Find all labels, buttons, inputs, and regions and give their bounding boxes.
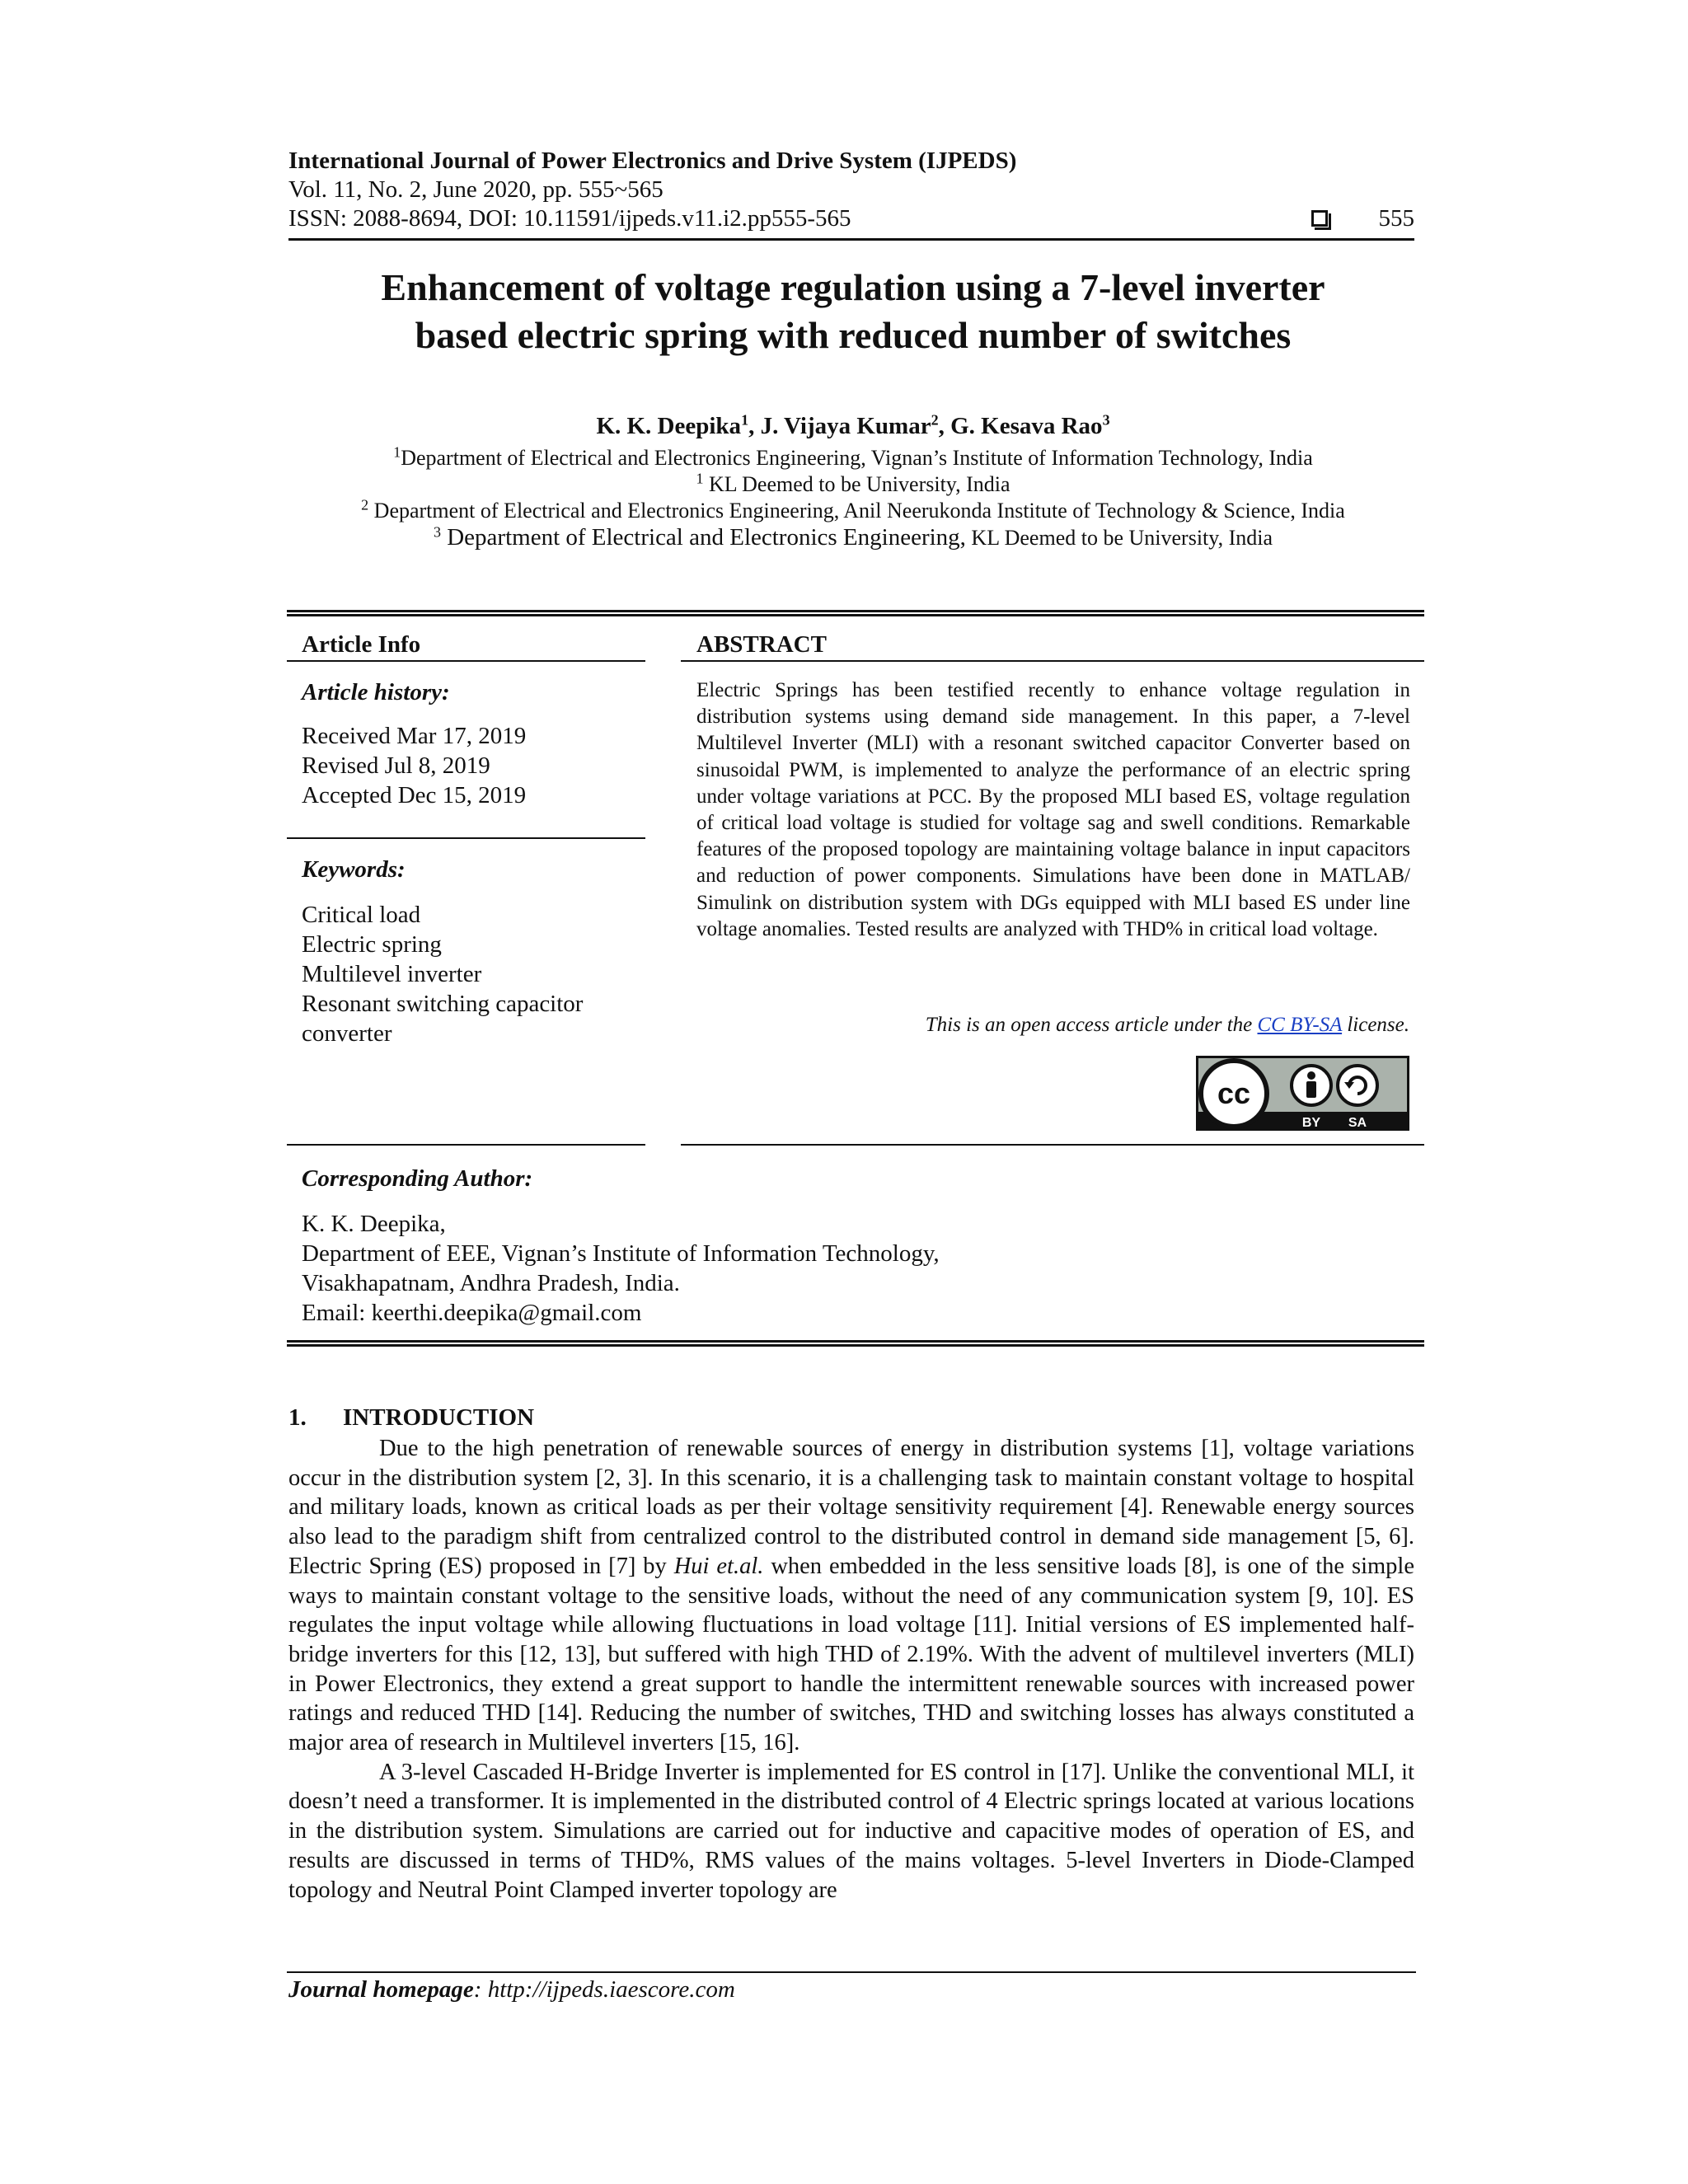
abstract-heading: ABSTRACT — [696, 631, 827, 658]
page-number: 555 — [1378, 205, 1414, 232]
cc-icon — [1201, 1061, 1267, 1127]
divider — [681, 1144, 1424, 1146]
corresponding-email: Email: keerthi.deepika@gmail.com — [302, 1300, 642, 1326]
introduction-body — [288, 1434, 1414, 1905]
paper-title — [272, 264, 1434, 359]
title-line-1: Enhancement of voltage regulation using a 7-level inverter — [381, 266, 1325, 308]
author-name: J. Vijaya Kumar — [760, 413, 931, 439]
divider — [287, 837, 645, 839]
divider — [287, 1144, 645, 1146]
affiliation: $^1$Department of Electrical and Electronics Engineering, Vignan’s Institute of Information Technology, India — [393, 443, 1313, 470]
corresponding-heading: Corresponding Author: — [302, 1165, 533, 1192]
by-icon — [1292, 1066, 1331, 1105]
footer-rule — [287, 1971, 1416, 1973]
by-label: BY — [1301, 1116, 1321, 1130]
section-heading: 1. INTRODUCTION — [288, 1404, 535, 1431]
journal-volume: Vol. 11, No. 2, June 2020, pp. 555~565 — [288, 176, 663, 203]
author-name: K. K. Deepika — [596, 413, 742, 439]
keyword: Resonant switching capacitor — [302, 991, 584, 1017]
keyword: Multilevel inverter — [302, 961, 482, 987]
header-rule — [288, 238, 1414, 241]
cc-by-sa-badge[interactable] — [1196, 1056, 1409, 1131]
license-link[interactable]: CC BY-SA — [1257, 1014, 1343, 1036]
sa-label: SA — [1348, 1116, 1367, 1130]
author-list: K. K. Deepika$^1$, J. Vijaya Kumar$^2$, G. Kesava Rao$^3$ — [596, 411, 1110, 439]
keywords-list — [302, 900, 583, 1048]
paragraph: Due to the high penetration of renewable sources of energy in distribution systems [1], voltage variations occur in the distribution system [2, 3]. In this scenario, it is a challenging task to maintain constant voltage to hospital and military loads, known as critical loads as per their voltage sensitivity requirement [4]. Renewable energy sources also lead to the paradigm shift from centralized control to the distributed control in demand side management [5, 6]. Electric Spring (ES) proposed in [7] by Hui et.al. when embedded in the less sensitive loads [8], is one of the simple ways to maintain constant voltage to the sensitive loads, without the need of any communication system [9, 10]. ES regulates the input voltage while allowing fluctuations in load voltage [11]. Initial versions of ES implemented half-bridge inverters for this [12, 13], but suffered with high THD of 2.19%. With the advent of multilevel inverters (MLI) in Power Electronics, they extend a great support to handle the intermittent renewable sources with increased power ratings and reduced THD [14]. Reducing the number of switches, THD and switching losses has always constituted a major area of research in Multilevel inverters [15, 16]. — [288, 1436, 1414, 1756]
divider — [287, 660, 645, 662]
info-box-bottom-rule — [287, 1340, 1424, 1347]
keyword: Critical load — [302, 902, 421, 928]
received-date: Received Mar 17, 2019 — [302, 723, 527, 749]
revised-date: Revised Jul 8, 2019 — [302, 752, 490, 779]
page-number-block — [1311, 204, 1415, 232]
corresponding-dept: Department of EEE, Vignan’s Institute of Information Technology, — [302, 1240, 940, 1267]
keyword: Electric spring — [302, 931, 442, 958]
journal-homepage: Journal homepage: http://ijpeds.iaescore.com — [288, 1976, 735, 2003]
affiliation: $^3$ Department of Electrical and Electronics Engineering, KL Deemed to be University, India — [433, 523, 1273, 551]
accepted-date: Accepted Dec 15, 2019 — [302, 782, 527, 808]
paragraph: A 3-level Cascaded H-Bridge Inverter is implemented for ES control in [17]. Unlike the conventional MLI, it doesn’t need a transformer. It is implemented in the distributed control of 4 Electric springs located at various locations in the distribution system. Simulations are carried out for inductive and capacitive modes of operation of ES, and results are discussed in terms of THD%, RMS values of the mains voltages. 5-level Inverters in Diode-Clamped topology and Neutral Point Clamped inverter topology are — [288, 1759, 1414, 1903]
svg-text:cc: cc — [1217, 1076, 1251, 1110]
keywords-heading: Keywords: — [302, 856, 406, 883]
sa-icon — [1338, 1066, 1377, 1105]
journal-issn: ISSN: 2088-8694, DOI: 10.11591/ijpeds.v11.i2.pp555-565 — [288, 205, 851, 232]
box-icon — [1311, 210, 1328, 227]
corresponding-name: K. K. Deepika, — [302, 1211, 446, 1237]
article-info-heading: Article Info — [302, 631, 421, 658]
article-history-heading: Article history: — [302, 679, 450, 705]
info-box-top-rule — [287, 610, 1424, 616]
keyword: converter — [302, 1020, 392, 1047]
affiliation: $^1$ KL Deemed to be University, India — [696, 470, 1010, 496]
author-name: G. Kesava Rao — [950, 413, 1103, 439]
journal-name: International Journal of Power Electronics and Drive System (IJPEDS) — [288, 148, 1017, 174]
divider — [681, 660, 1424, 662]
corresponding-details — [302, 1209, 940, 1328]
corresponding-city: Visakhapatnam, Andhra Pradesh, India. — [302, 1270, 680, 1296]
abstract-text: Electric Springs has been testified recently to enhance voltage regulation in distribution systems using demand side management. In this paper, a 7-level Multilevel Inverter (MLI) with a resonant switched capacitor Converter based on sinusoidal PWM, is implemented to analyze the performance of an electric spring under voltage variations at PCC. By the proposed MLI based ES, voltage regulation of critical load voltage is studied for voltage sag and swell conditions. Remarkable features of the proposed topology are maintaining voltage balance in input capacitors and reduction of power components. Simulations have been done in MATLAB/ Simulink on distribution system with DGs equipped with MLI based ES under line voltage anomalies. Tested results are analyzed with THD% in critical load voltage. — [696, 679, 1410, 940]
title-line-2: based electric spring with reduced number of switches — [415, 314, 1292, 356]
license-note: This is an open access article under the CC BY-SA license. — [925, 1014, 1409, 1036]
affiliation: $^2$ Department of Electrical and Electronics Engineering, Anil Neerukonda Institute of Technology & Science, India — [361, 496, 1345, 523]
